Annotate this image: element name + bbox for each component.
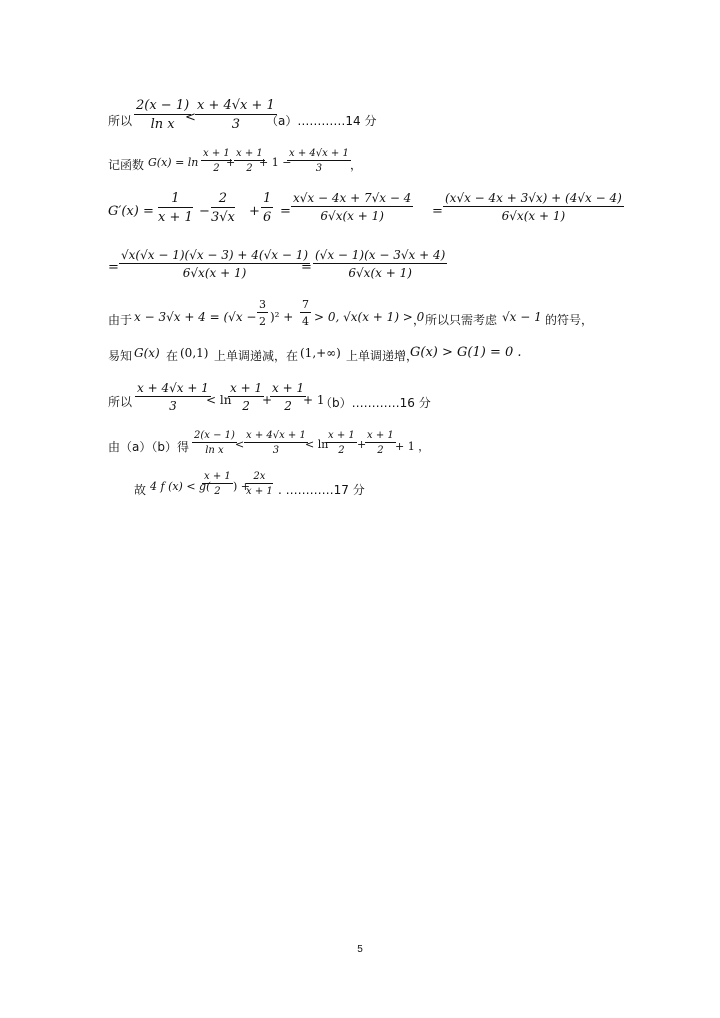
score-tag: . …………17 分 (278, 483, 365, 497)
expr: + 1 − (259, 156, 292, 169)
text-youyu: 由于 (108, 313, 133, 327)
fraction: $\frac{x + 1}{2}$ (204, 471, 231, 497)
text-suoyi: 所以 (108, 114, 133, 128)
fraction: $\frac{x + 1}{2}$ (203, 148, 230, 174)
expr: √x − 1 (502, 310, 542, 324)
fraction: $\frac{1}{6}$ (263, 191, 272, 225)
fraction: $\frac{x + 1}{2}$ (236, 148, 263, 174)
expr: G(x) (134, 346, 160, 360)
plus: + (262, 393, 273, 407)
plus: + (357, 438, 367, 451)
fraction: $\frac{2}{3√x}$ (211, 191, 235, 225)
fraction: $\frac{(x√x - 4x + 3√x) + (4√x - 4)}{6√x(x + 1)}$ (445, 191, 622, 223)
fraction: $\frac{2(x - 1)}{\text{ln x}}$ (194, 430, 235, 456)
fraction: $\frac{x + 1}{2}$ (272, 381, 305, 413)
expr: )² + (270, 310, 294, 324)
interval: (1,+∞) (300, 346, 341, 360)
minus: − (199, 204, 210, 219)
fraction: $\frac{x + 4√x + 1}{3}$ (137, 381, 209, 413)
expr: G(x) > G(1) = 0 . (410, 345, 522, 360)
fraction: $\frac{√x(√x - 1)(√x - 3) + 4(√x - 1)}{6√x(x + 1)}$ (121, 248, 309, 280)
fraction: $\frac{2(x - 1)}{\text{ln x}}$ (136, 98, 190, 132)
fraction: $\frac{x + 1}{2}$ (367, 430, 394, 456)
fraction: $\frac{x + 4√x + 1}{3}$ (246, 430, 306, 456)
equals: = (432, 204, 443, 219)
fraction: $\frac{x + 1}{2}$ (230, 381, 263, 413)
text: 上单调递减，在 (214, 349, 299, 363)
text: 上单调递增， (346, 349, 419, 363)
less-than: < (235, 438, 245, 451)
text-jihanshu: 记函数 (108, 158, 145, 172)
fraction: $\frac{3}{2}$ (259, 298, 266, 328)
plus: + (226, 156, 236, 169)
fraction: $\frac{x + 4√x + 1}{3}$ (289, 148, 349, 174)
score-tag: （a）…………14 分 (266, 114, 377, 128)
less-than: < (185, 110, 196, 125)
fraction: $\frac{x + 1}{2}$ (328, 430, 355, 456)
expr: G′(x) = (108, 204, 154, 219)
interval: (0,1) (180, 346, 209, 360)
score-tag: （b）…………16 分 (320, 396, 431, 410)
fraction: $\frac{x√x - 4x + 7√x - 4}{6√x(x + 1)}$ (293, 191, 412, 223)
fraction: $\frac{(√x - 1)(x - 3√x + 4)}{6√x(x + 1)}$ (315, 248, 446, 280)
fraction: $\frac{2x}{x + 1}$ (246, 471, 273, 497)
fraction: $\frac{1}{x + 1}$ (158, 191, 193, 225)
text-youab: 由（a）（b）得 (108, 440, 189, 454)
expr: + 1 ， (395, 440, 430, 453)
fraction: $\frac{7}{4}$ (302, 298, 309, 328)
expr: x − 3√x + 4 = (√x − (134, 310, 257, 324)
expr: ) + (233, 480, 251, 493)
equals: = (301, 260, 312, 275)
expr: G(x) = ln (148, 156, 199, 169)
equals: = (108, 260, 119, 275)
expr: < ln (305, 438, 329, 451)
plus: + (249, 204, 260, 219)
text-yizhi: 易知 (108, 349, 133, 363)
fraction: $\frac{x + 4√x + 1}{3}$ (197, 98, 275, 132)
expr: < ln (206, 393, 232, 407)
text: 的符号， (545, 313, 594, 327)
equals: = (280, 204, 291, 219)
text: ，所以只需考虑 (413, 313, 498, 327)
text: 在 (166, 349, 179, 363)
text-gu: 故 (134, 483, 147, 497)
page-number: 5 (357, 944, 363, 955)
expr: + 1 (303, 393, 325, 407)
expr: 4 f (x) < g( (150, 480, 211, 493)
comma: ， (350, 158, 363, 172)
text-suoyi: 所以 (108, 395, 133, 409)
expr: > 0, √x(x + 1) > 0 (314, 310, 425, 324)
